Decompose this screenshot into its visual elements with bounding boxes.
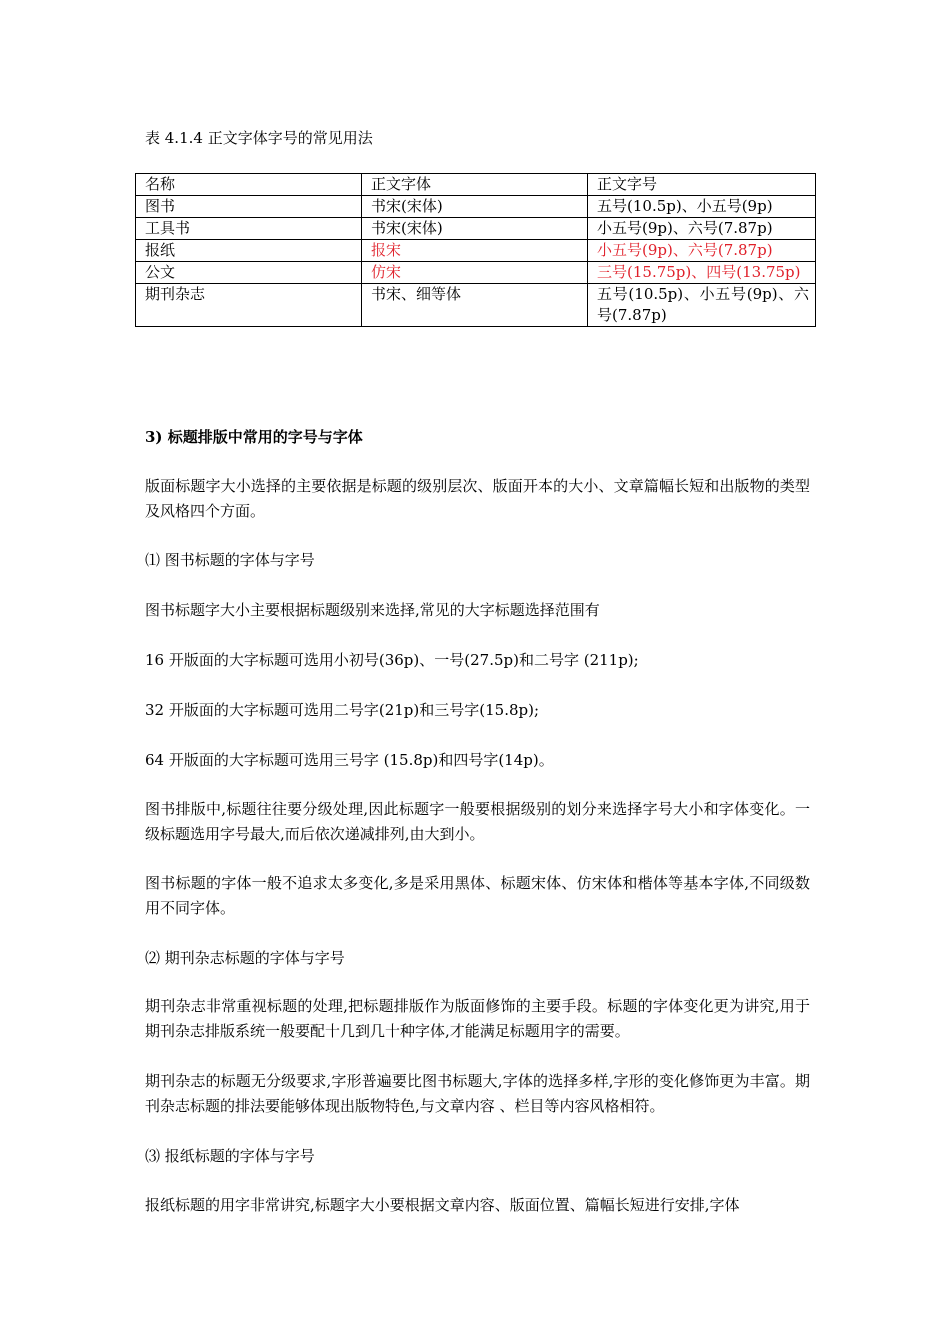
table-cell: 工具书 (136, 218, 362, 240)
table-cell: 书宋、细等体 (362, 284, 588, 327)
table-cell: 五号(10.5p)、小五号(9p)、六号(7.87p) (588, 284, 816, 327)
table-row (136, 196, 816, 218)
table-cell-highlighted: 报宋 (362, 240, 588, 262)
paragraph: 32 开版面的大字标题可选用二号字(21p)和三号字(15.8p); (145, 701, 540, 719)
paragraph: 64 开版面的大字标题可选用三号字 (15.8p)和四号字(14p)。 (145, 751, 554, 769)
table-cell: 期刊杂志 (136, 284, 362, 327)
table-row (136, 218, 816, 240)
table-header-row (136, 174, 816, 196)
table-header-cell: 名称 (136, 174, 362, 196)
table-header-cell: 正文字号 (588, 174, 816, 196)
table-row (136, 240, 816, 262)
paragraph: 16 开版面的大字标题可选用小初号(36p)、一号(27.5p)和二号字 (211p); (145, 651, 639, 669)
table-cell-highlighted: 仿宋 (362, 262, 588, 284)
subsection-heading: ⑴ 图书标题的字体与字号 (145, 551, 315, 569)
table-cell: 报纸 (136, 240, 362, 262)
font-usage-table (135, 173, 816, 327)
paragraph: 版面标题字大小选择的主要依据是标题的级别层次、版面开本的大小、文章篇幅长短和出版物的类型及风格四个方面。 (145, 477, 810, 520)
table-header-cell: 正文字体 (362, 174, 588, 196)
subsection-heading: ⑶ 报纸标题的字体与字号 (145, 1147, 315, 1165)
paragraph: 期刊杂志的标题无分级要求,字形普遍要比图书标题大,字体的选择多样,字形的变化修饰更为丰富。期刊杂志标题的排法要能够体现出版物特色,与文章内容 、栏目等内容风格相符。 (145, 1072, 810, 1115)
paragraph: 图书标题的字体一般不追求太多变化,多是采用黑体、标题宋体、仿宋体和楷体等基本字体,不同级数用不同字体。 (145, 874, 810, 917)
table-cell: 书宋(宋体) (362, 196, 588, 218)
section-heading: 3) 标题排版中常用的字号与字体 (145, 428, 363, 446)
subsection-heading: ⑵ 期刊杂志标题的字体与字号 (145, 949, 345, 967)
table-cell: 书宋(宋体) (362, 218, 588, 240)
table-cell: 小五号(9p)、六号(7.87p) (588, 218, 816, 240)
paragraph: 期刊杂志非常重视标题的处理,把标题排版作为版面修饰的主要手段。标题的字体变化更为讲究,用于期刊杂志排版系统一般要配十几到几十种字体,才能满足标题用字的需要。 (145, 997, 810, 1040)
paragraph: 图书排版中,标题往往要分级处理,因此标题字一般要根据级别的划分来选择字号大小和字体变化。一级标题选用字号最大,而后依次递减排列,由大到小。 (145, 800, 810, 843)
paragraph: 图书标题字大小主要根据标题级别来选择,常见的大字标题选择范围有 (145, 601, 600, 619)
table-row (136, 284, 816, 327)
paragraph: 报纸标题的用字非常讲究,标题字大小要根据文章内容、版面位置、篇幅长短进行安排,字体 (145, 1196, 740, 1214)
table-cell: 公文 (136, 262, 362, 284)
table-cell: 图书 (136, 196, 362, 218)
table-caption: 表 4.1.4 正文字体字号的常见用法 (145, 129, 373, 147)
table-row (136, 262, 816, 284)
table-cell-highlighted: 小五号(9p)、六号(7.87p) (588, 240, 816, 262)
table-cell: 五号(10.5p)、小五号(9p) (588, 196, 816, 218)
table-cell-highlighted: 三号(15.75p)、四号(13.75p) (588, 262, 816, 284)
